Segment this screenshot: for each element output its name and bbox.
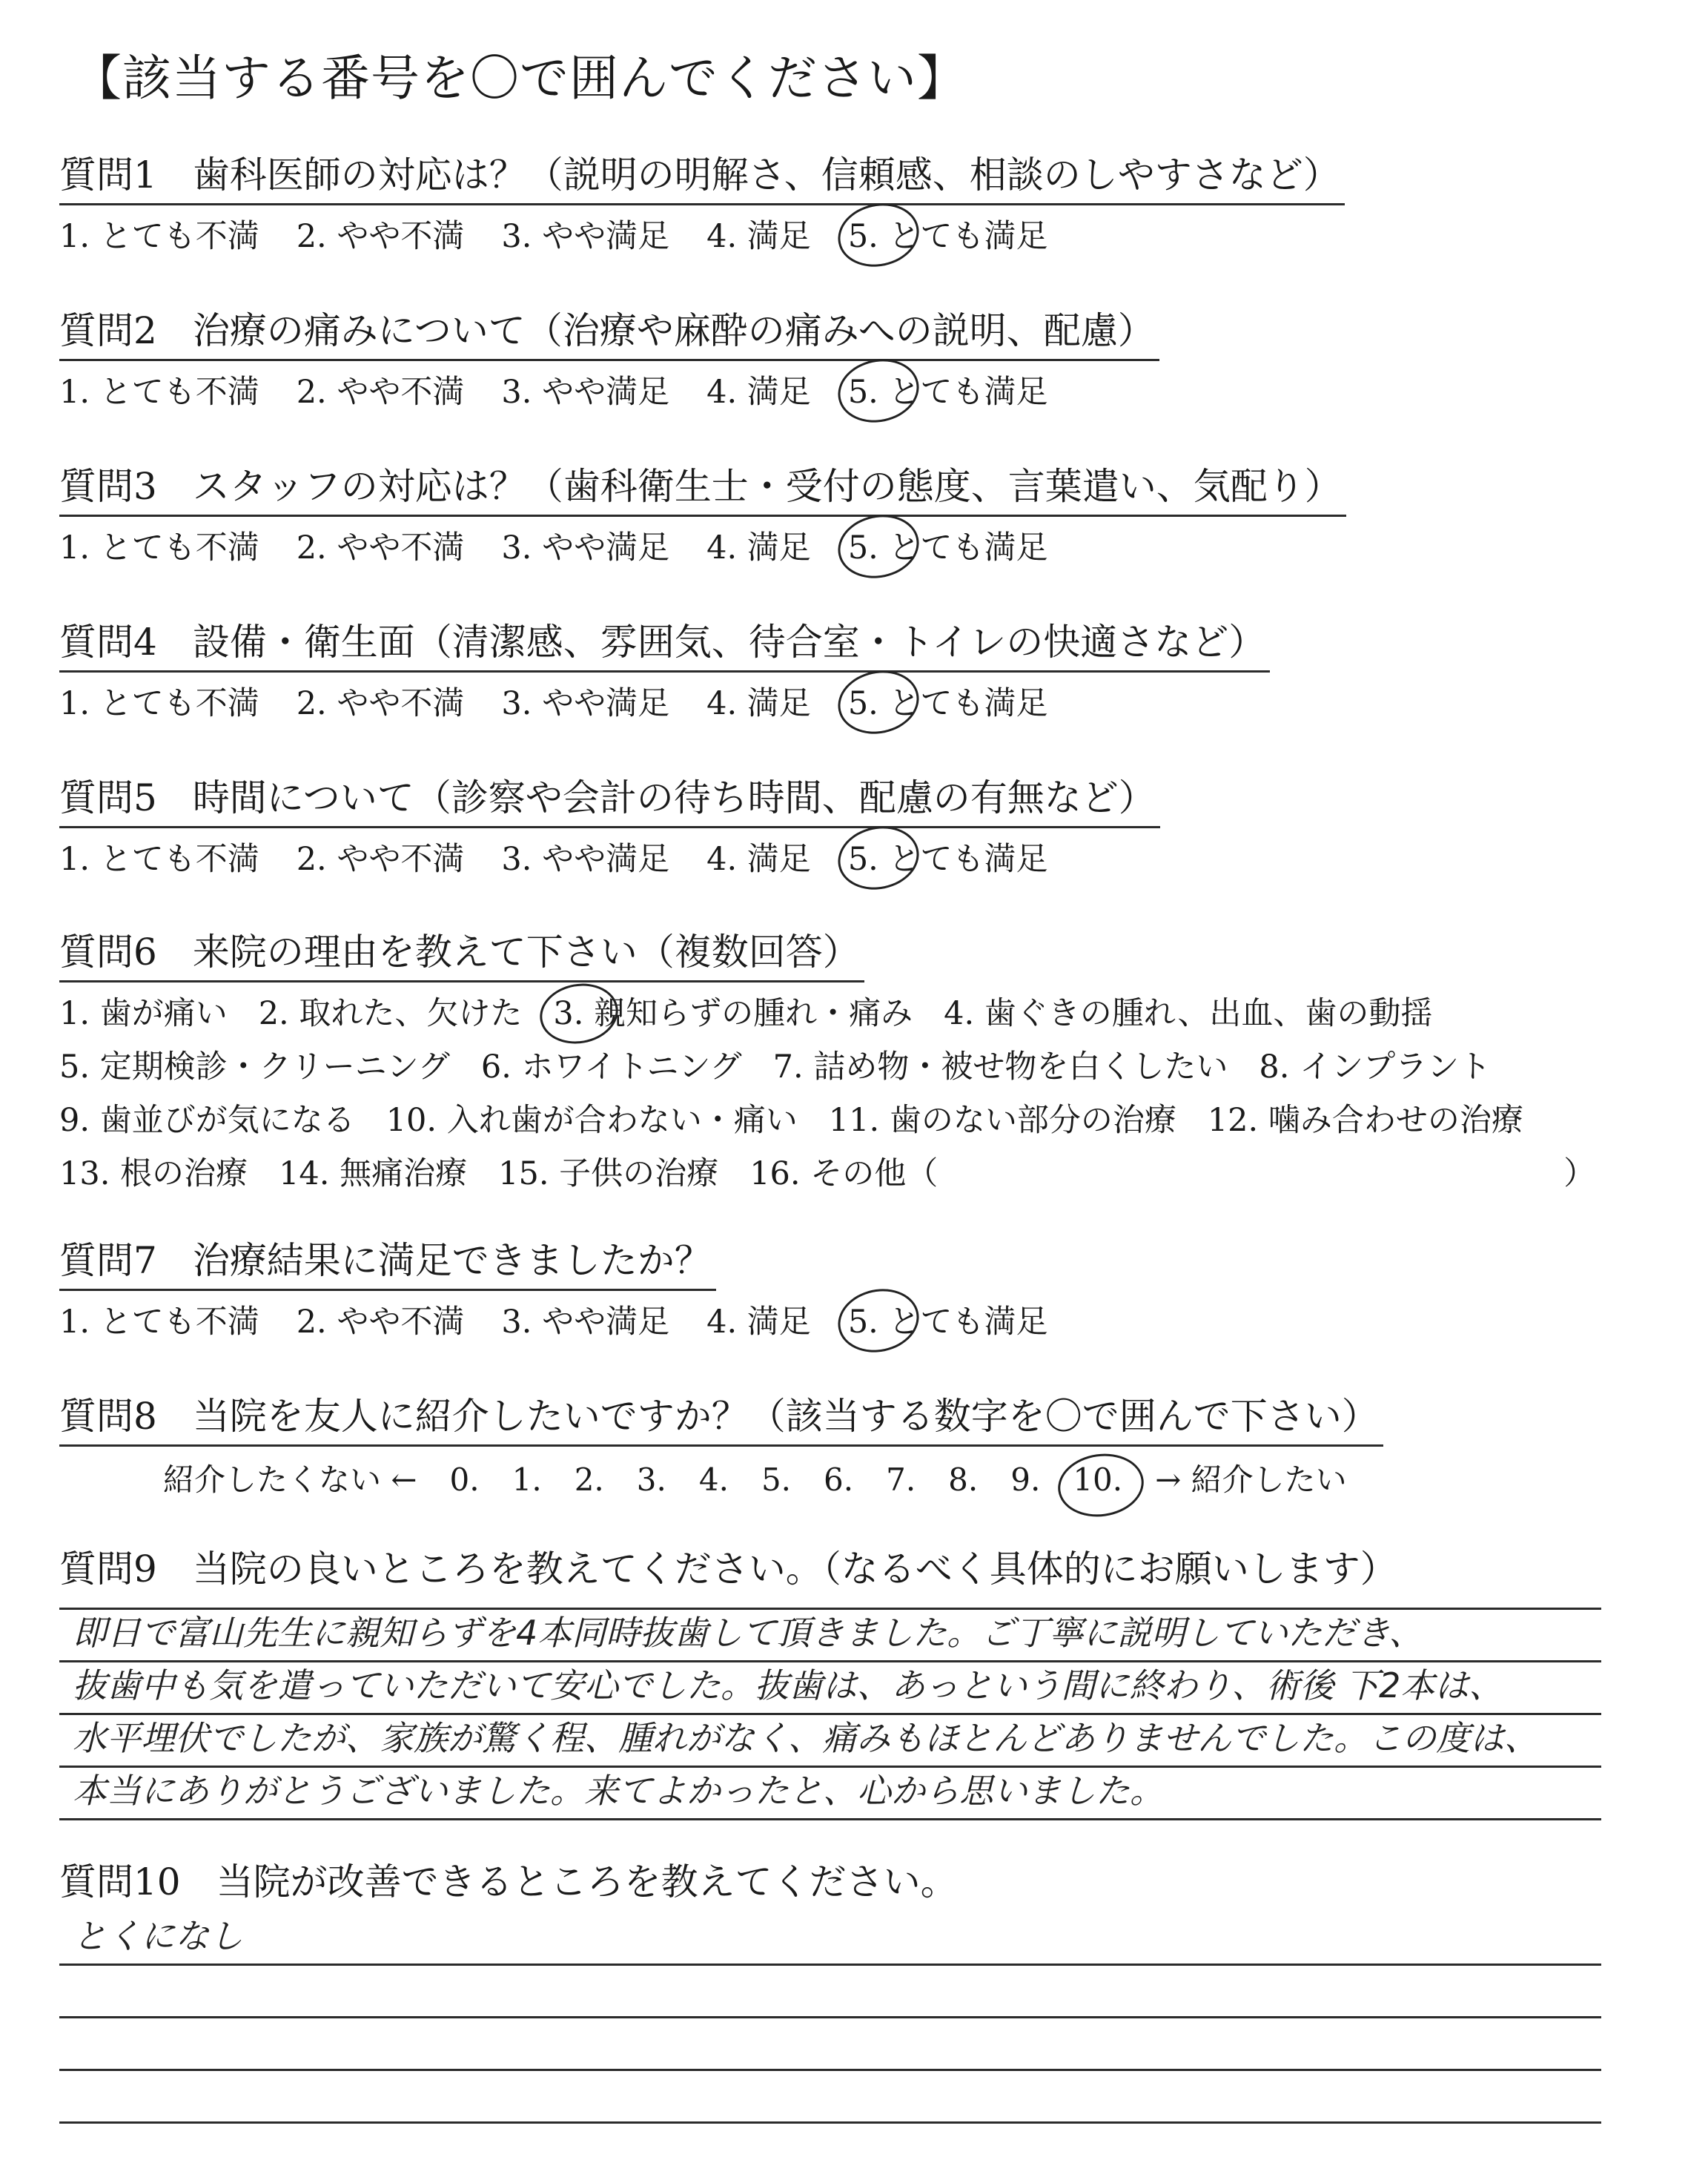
option-1[interactable]: 1. とても不満 xyxy=(59,374,259,411)
option-2[interactable]: 2. やや不満 xyxy=(296,1304,465,1341)
scale-5[interactable]: 5. xyxy=(761,1462,792,1498)
option-4[interactable]: 4. 満足 xyxy=(706,685,811,722)
option-5-selected[interactable]: 5. とても満足 xyxy=(848,367,1048,412)
option-3[interactable]: 3. やや満足 xyxy=(501,218,670,255)
scale-0[interactable]: 0. xyxy=(449,1462,480,1498)
scale-4[interactable]: 4. xyxy=(698,1462,729,1498)
option-3[interactable]: 3. やや満足 xyxy=(501,841,670,878)
option-1[interactable]: 1. とても不満 xyxy=(59,529,259,567)
reason-1[interactable]: 1. 歯が痛い xyxy=(59,995,228,1032)
rating-options xyxy=(59,523,1346,568)
question-heading xyxy=(59,1539,1397,1593)
option-5-selected[interactable]: 5. とても満足 xyxy=(848,678,1048,724)
option-2[interactable]: 2. やや不満 xyxy=(296,374,465,411)
question-text: 来院の理由を教えて下さい（複数回答） xyxy=(192,931,860,974)
question-number: 質問3 xyxy=(59,465,157,508)
question-number: 質問4 xyxy=(59,621,157,664)
reason-4[interactable]: 4. 歯ぐきの腫れ、出血、歯の動揺 xyxy=(944,995,1433,1032)
reason-15[interactable]: 15. 子供の治療 xyxy=(498,1155,719,1192)
scale-8[interactable]: 8. xyxy=(948,1462,979,1498)
option-4[interactable]: 4. 満足 xyxy=(706,1304,811,1341)
question-text: 時間について（診察や会計の待ち時間、配慮の有無など） xyxy=(192,776,1156,819)
question-text: 治療の痛みについて（治療や麻酔の痛みへの説明、配慮） xyxy=(192,309,1155,352)
question-text: 歯科医師の対応は？（説明の明解さ、信頼感、相談のしやすさなど） xyxy=(192,153,1340,196)
answer-line: とくになし xyxy=(59,1913,1601,1966)
reason-3-selected[interactable]: 3. 親知らずの腫れ・痛み xyxy=(553,987,913,1040)
option-4[interactable]: 4. 満足 xyxy=(706,841,811,878)
option-3[interactable]: 3. やや満足 xyxy=(501,529,670,567)
scale-left-label: 紹介したくない ← xyxy=(163,1462,417,1498)
question-number: 質問5 xyxy=(59,776,157,819)
option-2[interactable]: 2. やや不満 xyxy=(296,529,465,567)
option-4[interactable]: 4. 満足 xyxy=(706,374,811,411)
reason-row xyxy=(59,1147,1626,1200)
question-heading xyxy=(59,301,1159,361)
question-heading xyxy=(59,1387,1383,1447)
option-5-selected[interactable]: 5. とても満足 xyxy=(848,1297,1048,1342)
scale-10-selected[interactable]: 10. xyxy=(1073,1462,1123,1498)
q10-answer-area[interactable] xyxy=(59,1913,1601,2124)
question-number: 質問10 xyxy=(59,1860,181,1903)
reason-row xyxy=(59,1094,1626,1147)
question-heading xyxy=(59,922,864,982)
option-4[interactable]: 4. 満足 xyxy=(706,218,811,255)
scale-3[interactable]: 3. xyxy=(636,1462,666,1498)
question-heading xyxy=(59,145,1345,205)
reason-11[interactable]: 11. 歯のない部分の治療 xyxy=(828,1102,1176,1139)
question-text: 治療結果に満足できましたか？ xyxy=(192,1239,712,1282)
option-3[interactable]: 3. やや満足 xyxy=(501,685,670,722)
option-2[interactable]: 2. やや不満 xyxy=(296,218,465,255)
reason-10[interactable]: 10. 入れ歯が合わない・痛い xyxy=(385,1102,798,1139)
reason-13[interactable]: 13. 根の治療 xyxy=(59,1155,248,1192)
question-heading xyxy=(59,1852,958,1906)
option-3[interactable]: 3. やや満足 xyxy=(501,374,670,411)
question-heading xyxy=(59,612,1270,673)
question-number: 質問1 xyxy=(59,153,157,196)
answer-line: 水平埋伏でしたが、家族が驚く程、腫れがなく、痛みもほとんどありませんでした。この度は、 xyxy=(59,1715,1601,1768)
answer-line: 抜歯中も気を遣っていただいて安心でした。抜歯は、あっという間に終わり、術後 下2本は、 xyxy=(59,1662,1601,1715)
question-heading xyxy=(59,1231,716,1291)
answer-line: 即日で富山先生に親知らずを4本同時抜歯して頂きました。ご丁寧に説明していただき、 xyxy=(59,1610,1601,1662)
reason-7[interactable]: 7. 詰め物・被せ物を白くしたい xyxy=(772,1048,1228,1086)
reason-row xyxy=(59,987,1626,1040)
scale-2[interactable]: 2. xyxy=(574,1462,604,1498)
reason-12[interactable]: 12. 噛み合わせの治療 xyxy=(1207,1102,1523,1139)
reason-2[interactable]: 2. 取れた、欠けた xyxy=(258,995,523,1032)
reason-row xyxy=(59,1040,1626,1094)
option-1[interactable]: 1. とても不満 xyxy=(59,841,259,878)
rating-options xyxy=(59,367,1159,412)
reason-5[interactable]: 5. 定期検診・クリーニング xyxy=(59,1048,450,1086)
question-heading xyxy=(59,768,1160,828)
option-5-selected[interactable]: 5. とても満足 xyxy=(848,834,1048,879)
question-text: 当院が改善できるところを教えてください。 xyxy=(216,1860,958,1903)
question-number: 質問6 xyxy=(59,931,157,974)
question-number: 質問2 xyxy=(59,309,157,352)
question-8 xyxy=(59,1387,1383,1500)
rating-options xyxy=(59,834,1160,879)
other-close-paren: ） xyxy=(1563,1155,1596,1192)
option-3[interactable]: 3. やや満足 xyxy=(501,1304,670,1341)
question-number: 質問8 xyxy=(59,1395,157,1438)
question-text: 当院を友人に紹介したいですか？（該当する数字を〇で囲んで下さい） xyxy=(192,1395,1379,1438)
option-1[interactable]: 1. とても不満 xyxy=(59,685,259,722)
scale-right-label: → 紹介したい xyxy=(1155,1462,1347,1498)
reason-16-other[interactable]: 16. その他（ xyxy=(749,1155,939,1192)
rating-options xyxy=(59,678,1270,724)
scale-6[interactable]: 6. xyxy=(824,1462,854,1498)
answer-line: 本当にありがとうございました。来てよかったと、心から思いました。 xyxy=(59,1768,1601,1820)
question-7 xyxy=(59,1231,1085,1342)
question-text: スタッフの対応は？（歯科衛生士・受付の態度、言葉遣い、気配り） xyxy=(192,465,1342,508)
reason-6[interactable]: 6. ホワイトニング xyxy=(480,1048,742,1086)
question-text: 設備・衛生面（清潔感、雰囲気、待合室・トイレの快適さなど） xyxy=(192,621,1266,664)
question-number: 質問9 xyxy=(59,1548,157,1591)
page-title: 【該当する番号を〇で囲んでください】 xyxy=(73,50,967,107)
option-5-selected[interactable]: 5. とても満足 xyxy=(848,211,1048,257)
option-2[interactable]: 2. やや不満 xyxy=(296,685,465,722)
reason-14[interactable]: 14. 無痛治療 xyxy=(279,1155,468,1192)
question-5 xyxy=(59,768,1160,879)
question-4 xyxy=(59,612,1270,724)
scale-7[interactable]: 7. xyxy=(886,1462,916,1498)
option-1[interactable]: 1. とても不満 xyxy=(59,1304,259,1341)
option-4[interactable]: 4. 満足 xyxy=(706,529,811,567)
recommend-scale xyxy=(163,1456,1383,1500)
answer-line xyxy=(59,2018,1601,2071)
question-number: 質問7 xyxy=(59,1239,157,1282)
reason-options xyxy=(59,987,1626,1200)
q9-answer-area[interactable] xyxy=(59,1608,1601,1820)
scale-1[interactable]: 1. xyxy=(512,1462,542,1498)
question-6 xyxy=(59,922,1626,1200)
rating-options xyxy=(59,1297,1085,1342)
scale-9[interactable]: 9. xyxy=(1010,1462,1041,1498)
question-3 xyxy=(59,457,1346,568)
option-5-selected[interactable]: 5. とても満足 xyxy=(848,523,1048,568)
question-9 xyxy=(59,1539,1397,1593)
question-text: 当院の良いところを教えてください。（なるべく具体的にお願いします） xyxy=(192,1548,1397,1591)
question-1 xyxy=(59,145,1345,257)
option-2[interactable]: 2. やや不満 xyxy=(296,841,465,878)
rating-options xyxy=(59,211,1345,257)
answer-line xyxy=(59,1966,1601,2018)
answer-line xyxy=(59,2071,1601,2124)
reason-8[interactable]: 8. インプラント xyxy=(1259,1048,1492,1086)
option-1[interactable]: 1. とても不満 xyxy=(59,218,259,255)
question-heading xyxy=(59,457,1346,517)
question-10 xyxy=(59,1852,958,1906)
reason-9[interactable]: 9. 歯並びが気になる xyxy=(59,1102,355,1139)
question-2 xyxy=(59,301,1159,412)
